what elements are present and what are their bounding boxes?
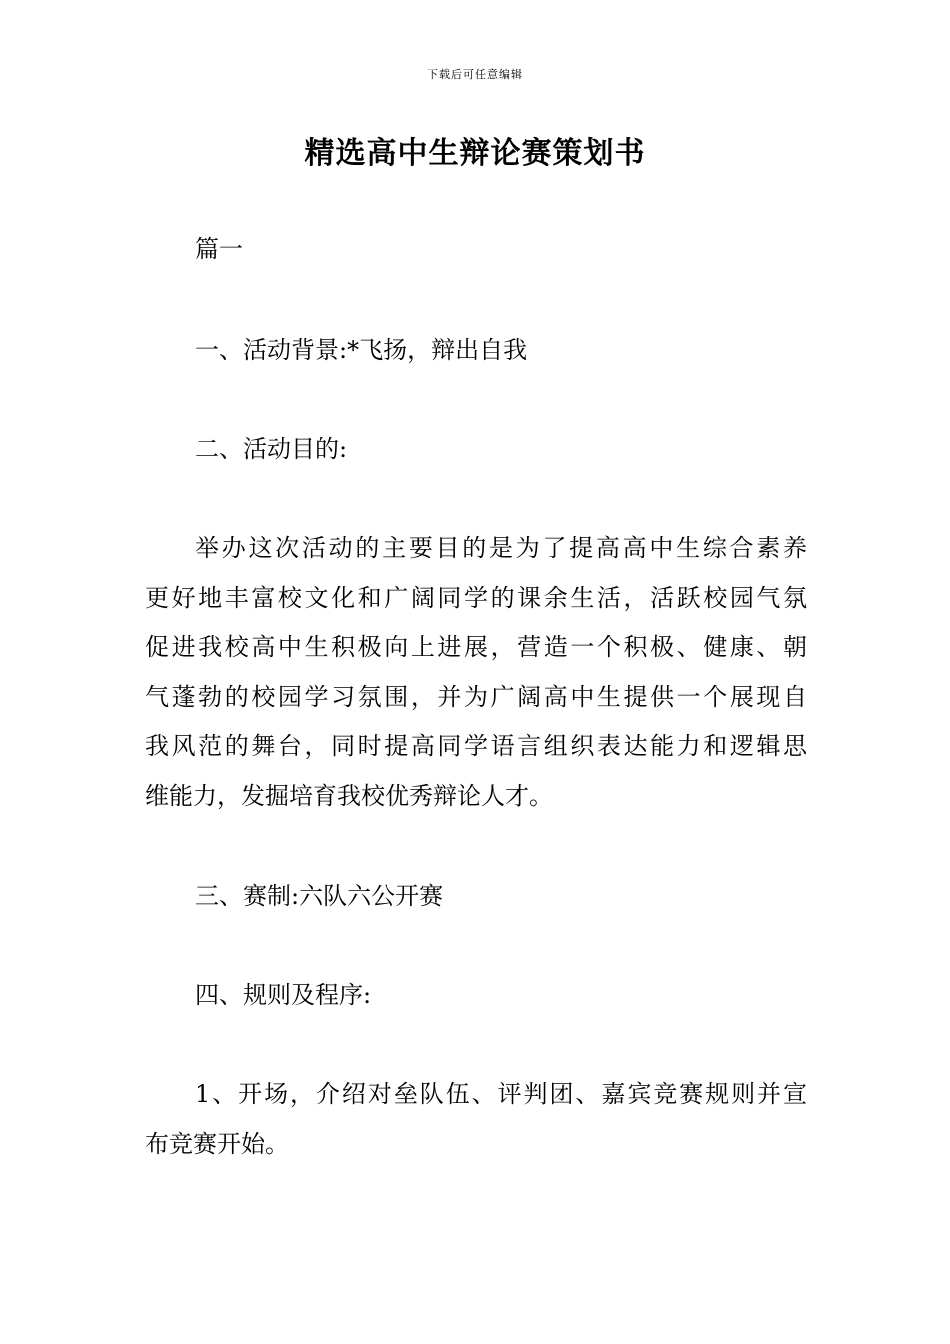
rule-1-line: 1、开场，介绍对垒队伍、评判团、嘉宾竞赛规则并宣 (195, 1080, 807, 1108)
purpose-line: 气蓬勃的校园学习氛围，并为广阔高中生提供一个展现自 (145, 682, 807, 711)
purpose-line: 促进我校高中生积极向上进展，营造一个积极、健康、朝 (145, 633, 807, 661)
rule-1-paragraph (145, 1070, 807, 1169)
rules-heading: 四、规则及程序: (195, 981, 372, 1009)
document-title: 精选高中生辩论赛策划书 (304, 136, 646, 171)
purpose-heading: 二、活动目的: (195, 435, 348, 463)
format-heading: 三、赛制:六队六公开赛 (195, 882, 444, 910)
purpose-line: 我风范的舞台，同时提高同学语言组织表达能力和逻辑思 (145, 732, 807, 760)
purpose-line: 更好地丰富校文化和广阔同学的课余生活，活跃校园气氛 (145, 583, 807, 612)
rule-1-line: 布竞赛开始。 (145, 1129, 289, 1158)
header-note: 下载后可任意编辑 (427, 68, 523, 81)
purpose-line: 维能力，发掘培育我校优秀辩论人才。 (145, 781, 553, 810)
purpose-line: 举办这次活动的主要目的是为了提高高中生综合素养 (195, 534, 807, 562)
background-heading: 一、活动背景:*飞扬，辩出自我 (195, 336, 528, 364)
purpose-paragraph (145, 524, 807, 821)
section-label: 篇一 (195, 235, 243, 263)
